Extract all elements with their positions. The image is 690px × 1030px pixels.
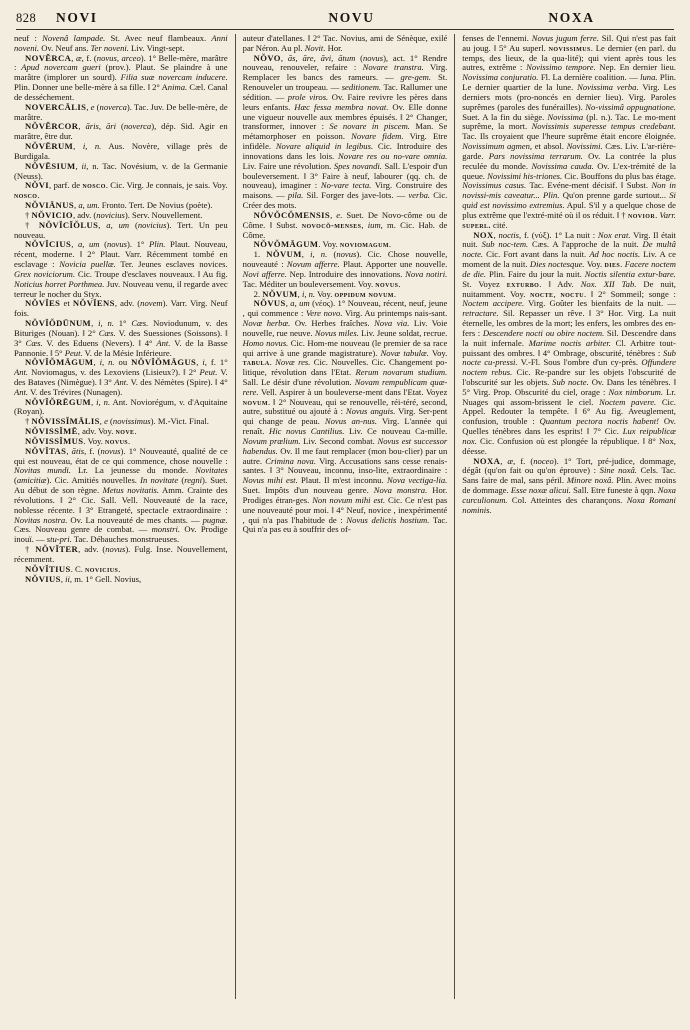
column-2 — [235, 34, 456, 999]
dictionary-entry: auteur d'atellanes. ‖ 2° Tac. Novius, ami de Sénèque, exilé par Néron. Au pl. Novit. Hor. — [242, 34, 448, 53]
dictionary-entry: NŎVIĀNUS, a, um. Fronto. Tert. De Novius (poète). — [25, 200, 213, 211]
dictionary-entry: NŎVĬES et NŎVĬENS, adv. (novem). Varr. Virg. Neuf fois. — [14, 298, 228, 319]
dictionary-entry: NOVERCĀLIS, e (noverca). Tac. Juv. De belle-mère, de marâtre. — [14, 101, 228, 122]
dictionary-entry: neuf : Novenâ lampade. St. Avec neuf flambeaux. Anni noveni. Ov. Neuf ans. Ter noveni. Liv. Vingt-sept. — [14, 34, 228, 53]
running-head — [14, 10, 676, 26]
dictionary-entry: NŎVŎMĀGUM. Voy. noviomagum. — [253, 239, 392, 250]
running-head-right: NOXA — [548, 10, 595, 25]
dictionary-entry: NOVĔRCA, æ, f. (novus, arceo). 1° Belle-mère, marâtre : Apud novercam gueri (prov.). Plaut. Se plaindre à une marâtre (implorer un sourd). Filia suæ novercam inducere. Plin. Donner une belle-mère à sa fille. ‖ 2° Anima. Cæl. Canal de desséchement. — [14, 52, 228, 102]
column-1 — [14, 34, 235, 999]
column-3 — [455, 34, 676, 999]
dictionary-entry: 2. NŎVUM, i, n. Voy. oppidum novum. — [253, 288, 397, 299]
dictionary-entry: NŎVUS, a, um (νέος). 1° Nouveau, récent, neuf, jeune , qui commence : Vere novo. Virg. Au printemps nais-sant. Novæ herbæ. Ov. Herbes fraîches. Nova via. Liv. Voie nouvelle, rue neuve. Novus miles. Liv. Jeune soldat, recrue. Homo novus. Cic. Hom-me nouveau (le premier de sa race qui arrive à une grande magistrature). Novæ tabulæ. Voy. tabula. Novæ res. Cic. Nouvelles. Cic. Changement po-litique, révolution dans l'Etat. Rerum novarum studium. Sall. Le désir d'une révolution. Novam rempublicam quæ-rere. Vell. Aspirer à un bouleverse-ment dans l'Etat. Voyez novum. ‖ 2° Nouveau, qui se renouvelle, réi-téré, second, autre, substitué ou ajouté à : Novus anguis. Virg. Ser-pent qui change de peau. Novus an-nus. Virg. L'année qui renaît. Hic novus Cantilius. Liv. Ce nouveau Ca-mille. Novum prælium. Liv. Second combat. Novus est successor habendus. Ov. Il me faut remplacer (mon bou-clier) par un autre. Crimina nova. Virg. Accusations sans cesse renais-santes. ‖ 3° Nouveau, inconnu, inso-lite, extraordinaire : Novus mihi est. Plaut. Il m'est inconnu. Nova vectiga-lia. Suet. Impôts d'un nouveau genre. Nova monstra. Hor. Prodiges étran-ges. Non novum mihi est. Cic. Ce n'est pas une nouveauté pour moi. ‖ 4° Neuf, novice , inexpérimenté , qui n'a pas l'habitude de : Novus delictis hostium. Tac. Qui n'a pas eu à souffrir des of- — [242, 298, 448, 535]
running-head-center: NOVU — [328, 10, 375, 25]
dictionary-entry: NŎVĒRUM, i, n. Aus. Novère, village près de Burdigala. — [14, 141, 228, 161]
dictionary-entry: NŎVĬCIUS, a, um (novus). 1° Plin. Plaut. Nouveau, récent, moderne. ‖ 2° Plaut. Varr. Récemment tombé en esclavage : Novicia puellæ. Ter. Jeunes esclaves novices. Grex noviciorum. Cic. Troupe d'esclaves nouveaux. ‖ Au fig. Noticius horret Porthmea. Juv. Nouveau venu, il regarde avec terreur le nocher du Styx. — [14, 239, 228, 299]
dictionary-entry: † NŎVĬTER, adv. (novus). Fulg. Inse. Nouvellement, récemment. — [14, 544, 228, 564]
dictionary-entry: † NŎVICIO, adv. (novicius). Serv. Nouvellement. — [25, 209, 203, 220]
dictionary-entry: † NŎVĬCĬŎLUS, a, um (novicius). Tert. Un peu nouveau. — [14, 219, 228, 240]
head-rule — [16, 29, 674, 30]
dictionary-entry: NŎVO, ās, āre, āvi, ātum (novus), act. 1° Rendre nouveau, renouveler, refaire : Novare transtra. Virg. Remplacer les bancs des rameurs. — gre-gem. St. Renouveler un troupeau. — seditionem. Tac. Rallumer une sédition. — prole viros. Ov. Faire revivre les pères dans leurs enfants. Hæc fessa membra novat. Ov. Elle donne une vigueur nouvelle aux membres épuisés. ‖ 2° Changer, transformer, innover : Se novare in piscem. Man. Se métamorphoser en poisson. Novare fidem. Virg. Etre infidèle. Novare aliquid in legibus. Cic. Introduire des innovations dans les lois. Novare res ou no-vare omnia. Liv. Faire une révolution. Spes novandi. Sall. L'espoir d'un bouleversement. ‖ 3° Faire à neuf, labourer (qq. ch. de nouveau), imaginer : No-vare tecta. Virg. Construire des maisons. — pila. Sil. Forger des jave-lots. — verba. Cic. Créer des mots. — [242, 52, 448, 211]
dictionary-entry: NŎVĬTIUS. C. novicius. — [25, 563, 121, 574]
dictionary-entry: NŎVĔRCOR, āris, āri (noverca), dép. Sid. Agir en marâtre, être dur. — [14, 121, 228, 142]
dictionary-entry: NŎVĒSIUM, ii, n. Tac. Novésium, v. de la Germanie (Neuss). — [14, 160, 228, 181]
dictionary-entry: NŎVISSĬMUS. Voy. novus. — [25, 435, 131, 446]
dictionary-entry: fenses de l'ennemi. Novus jugum ferre. Sil. Qui n'est pas fait au joug. ‖ 5° Au superl. novissimus. Le dernier (en parl. du temps, des lieux, de la qua-lité); qui vient après tous les autres, extrême : Novissimo tempore. Nep. En dernier lieu. Novissima conjuratio. Fl. La dernière coalition. — luna. Plin. Le dernier quartier de la lune. Novissima verba. Virg. Les derniers mots (pro-noncés en dernier lieu). Virg. Paroles suprêmes (paroles des funérailles). No-vissimâ oppugnatione. Suet. A la fin du siège. Novissima (pl. n.). Tac. Le mo-ment suprême, la mort. Novissimis superesse tempus credebant. Tac. Ils croyaient que l'heure suprême était encore éloignée. Novissimum agmen, et absol. Novissimi. Cæs. Liv. L'ar-rière-garde. Pars novissima terrarum. Ov. La contrée la plus reculée du monde. Novissima cauda. Ov. L'ex-trémité de la queue. Novissimi his-triones. Cic. Bouffons du plus bas étage. Novissimus casus. Tac. Evéne-ment décisif. ‖ Subst. Non in novissi-mis caveatur... Plin. Qu'on prenne garde surtout... Si quid est novissimo extremius. Apul. S'il y a quelque chose de plus extrême que l'extré-mité où il os réduit. ‖ † novior. Varr. superl. cité. — [462, 34, 676, 230]
dictionary-entry: NŎVŎCŎMENSIS, e. Suet. De Novo-côme ou de Côme. ‖ Subst. novocŏ-menses, ium, m. Cic. Hab. de Côme. — [242, 209, 448, 240]
dictionary-entry: NŎVIUS, ii, m. 1° Gell. Novius, — [25, 573, 142, 584]
running-head-left: NOVI — [56, 10, 98, 25]
dictionary-entry: NOXA, æ, f. (noceo). 1° Tort, pré-judice, dommage, dégât (qu'on fait ou qu'on éprouve) : Sine noxâ. Cels. Tac. Sans faire de mal, sans péril. Minore noxâ. Plin. Avec moins de dommage. Esse noxæ alicui. Sall. Etre funeste à qqn. Noxa curculionum. Col. Atteintes des charançons. Noxa Romani nominis. — [462, 455, 676, 515]
text-columns — [14, 34, 676, 999]
folio-number: 828 — [16, 11, 37, 25]
dictionary-entry: NŎVĬŎRĒGUM, i, n. Ant. Noviorégum, v. d'Aquitaine (Royan). — [14, 396, 228, 417]
dictionary-entry: NŎVĬTAS, ātis, f. (novus). 1° Nouveauté, qualité de ce qui est nouveau, état de ce qui commence, chose nouvelle : Novitas mundi. Lr. La jeunesse du monde. Novitates (amicitiæ). Cic. Amitiés nouvelles. In novitate (regni). Suet. Au début de son règne. Metus novitatis. Amm. Crainte des révolutions. ‖ 2° Cic. Sall. Vell. Nouveauté de la race, noblesse récente. ‖ 3° Etrangeté, spectacle extraordinaire : Novitas nostra. Ov. La nouveauté de mes chants. — pugnæ. Cæs. Nouveau genre de combat. — monstri. Ov. Prodige inouï. — stu-pri. Tac. Débauches monstrueuses. — [14, 445, 228, 545]
dictionary-entry: 1. NŎVUM, i, n. (novus). Cic. Chose nouvelle, nouveauté : Novum afferre. Plaut. Apporter une nouvelle. Novi afferre. Nep. Introduire des innovations. Nova notiri. Tac. Méditer un bouleversement. Voy. novus. — [242, 249, 448, 289]
dictionary-entry: NŎVĬŎDŪNUM, i, n. 1° Cæs. Noviodunum, v. des Bituriges (Nouan). ‖ 2° Cæs. V. des Suessiones (Soissons). ‖ 3° Cæs. V. des Eduens (Nevers). ‖ 4° Ant. V. de la Basse Pannonie. ‖ 5° Peut. V. de la Mésie Inférieure. — [14, 318, 228, 358]
dictionary-entry: NŎVISSĬMĒ, adv. Voy. nove. — [25, 426, 137, 437]
dictionary-entry: NŎVĬŎMĀGUM, i, n. ou NŎVĬŎMĀGUS, i, f. 1° Ant. Noviomagus, v. des Lexoviens (Lisieux?). ‖ 2° Peut. V. des Bataves (Nimègue). ‖ 3° Ant. V. des Némètes (Spire). ‖ 4° Ant. V. des Trévires (Nunagen). — [14, 357, 228, 397]
dictionary-entry: NŎVI, parf. de nosco. Cic. Virg. Je connais, je sais. Voy. nosco. — [14, 180, 228, 201]
dictionary-entry: † NŎVISSĬMĀLIS, e (novissimus). M.-Vict. Final. — [25, 416, 209, 427]
dictionary-entry: NOX, noctis, f. (νύξ). 1° La nuit : Nox erat. Virg. Il était nuit. Sub noc-tem. Cæs. A l'approche de la nuit. De multâ nocte. Cic. Fort avant dans la nuit. Ad hoc noctis. Liv. A ce moment de la nuit. Dies noctesque. Voy. dies. Facere noctem de die. Plin. Faire du jour la nuit. Noctis silentia extur-bare. St. Voyez exturbo. ‖ Adv. Nox. XII Tab. De nuit, nuitamment. Voy. nocte, noctu. ‖ 2° Sommeil; songe : Noctem accipere. Virg. Goûter les bienfaits de la nuit. — retractare. Sil. Repasser un rêve. ‖ 3° Hor. Virg. La nuit éternelle, les ombres de la mort; les enfers, les ombres des en-fers : Descendere nocti ou obire noctem. Sil. Descendre dans la nuit infernale. Marime noctis arbiter. Cl. Arbitre tout-puissant des ombres. ‖ 4° Ombrage, obscurité, ténèbres : Sub nocte cu-pressi. V.-Fl. Sous l'ombre d'un cy-près. Offundere noctem rebus. Cic. Re-pandre sur les objets l'obscurité de l'obscurité sur les objets. Sub nocte. Ov. Dans les ténèbres. ‖ 5° Virg. Prop. Obscurité du ciel, orage : Nox nimborum. Lr. Nuages qui assom-brissent le ciel. Noctem pavere. Cic. Appel. Redouter la tempête. ‖ 6° Au fig. Aveuglement, confusion, trouble : Quantum pectora noctis habent! Ov. Quelles ténèbres dans les esprits! ‖ 7° Cic. Lux reipublicæ nox. Cic. Confusion où est plongée la république. ‖ 8° Nox, déesse. — [462, 229, 676, 456]
